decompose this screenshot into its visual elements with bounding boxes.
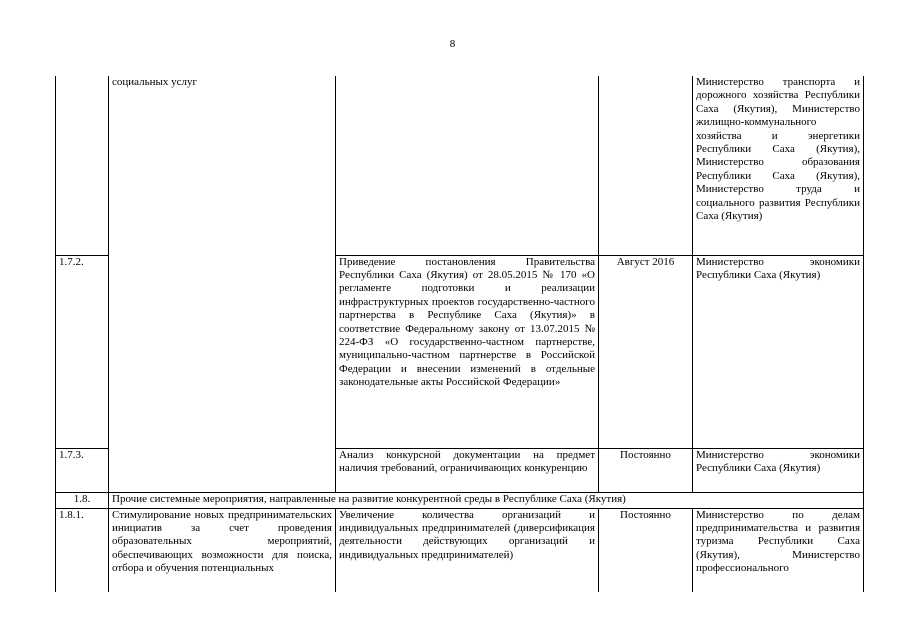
term-cell: Постоянно bbox=[599, 448, 693, 492]
result-cell: Увеличение количества организаций и индивидуальных предпринимателей (диверсификация деятельности действующих организаций и индивидуальных предпринимателей) bbox=[336, 508, 599, 592]
term-cell: Август 2016 bbox=[599, 255, 693, 448]
measures-table bbox=[55, 76, 864, 592]
responsible-cell: Министерство экономики Республики Саха (Якутия) bbox=[693, 448, 864, 492]
measure-cell: социальных услуг bbox=[109, 76, 336, 492]
responsible-cell: Министерство экономики Республики Саха (Якутия) bbox=[693, 255, 864, 448]
term-cell: Постоянно bbox=[599, 508, 693, 592]
section-title-cell: Прочие системные мероприятия, направленные на развитие конкурентной среды в Республике Саха (Якутия) bbox=[109, 492, 864, 508]
row-number-cell: 1.7.2. bbox=[56, 255, 109, 448]
table-row bbox=[56, 76, 864, 255]
section-row bbox=[56, 492, 864, 508]
section-number-cell: 1.8. bbox=[56, 492, 109, 508]
result-cell bbox=[336, 76, 599, 255]
responsible-cell: Министерство по делам предпринимательства и развития туризма Республики Саха (Якутия), Министерство профессионального bbox=[693, 508, 864, 592]
result-cell: Анализ конкурсной документации на предмет наличия требований, ограничивающих конкуренцию bbox=[336, 448, 599, 492]
result-cell: Приведение постановления Правительства Республики Саха (Якутия) от 28.05.2015 № 170 «О регламенте подготовки и реализации инфраструктурных проектов государственно-частного партнерства в Республике Саха (Якутия)» в соответствие Федеральному закону от 13.07.2015 № 224-ФЗ «О государственно-частном партнерстве, муниципально-частном партнерстве в Российской Федерации и внесении изменений в отдельные законодательные акты Российской Федерации» bbox=[336, 255, 599, 448]
measure-cell: Стимулирование новых предпринимательских инициатив за счет проведения образовательных мероприятий, обеспечивающих возможности для поиска, отбора и обучения потенциальных bbox=[109, 508, 336, 592]
row-number-cell: 1.8.1. bbox=[56, 508, 109, 592]
responsible-cell: Министерство транспорта и дорожного хозяйства Республики Саха (Якутия), Министерство жилищно-коммунального хозяйства и энергетики Республики Саха (Якутия), Министерство образования Республики Саха (Якутия), Министерство труда и социального развития Республики Саха (Якутия) bbox=[693, 76, 864, 255]
row-number-cell bbox=[56, 76, 109, 255]
row-number-cell: 1.7.3. bbox=[56, 448, 109, 492]
page-number: 8 bbox=[449, 38, 456, 50]
term-cell bbox=[599, 76, 693, 255]
table-row bbox=[56, 508, 864, 592]
